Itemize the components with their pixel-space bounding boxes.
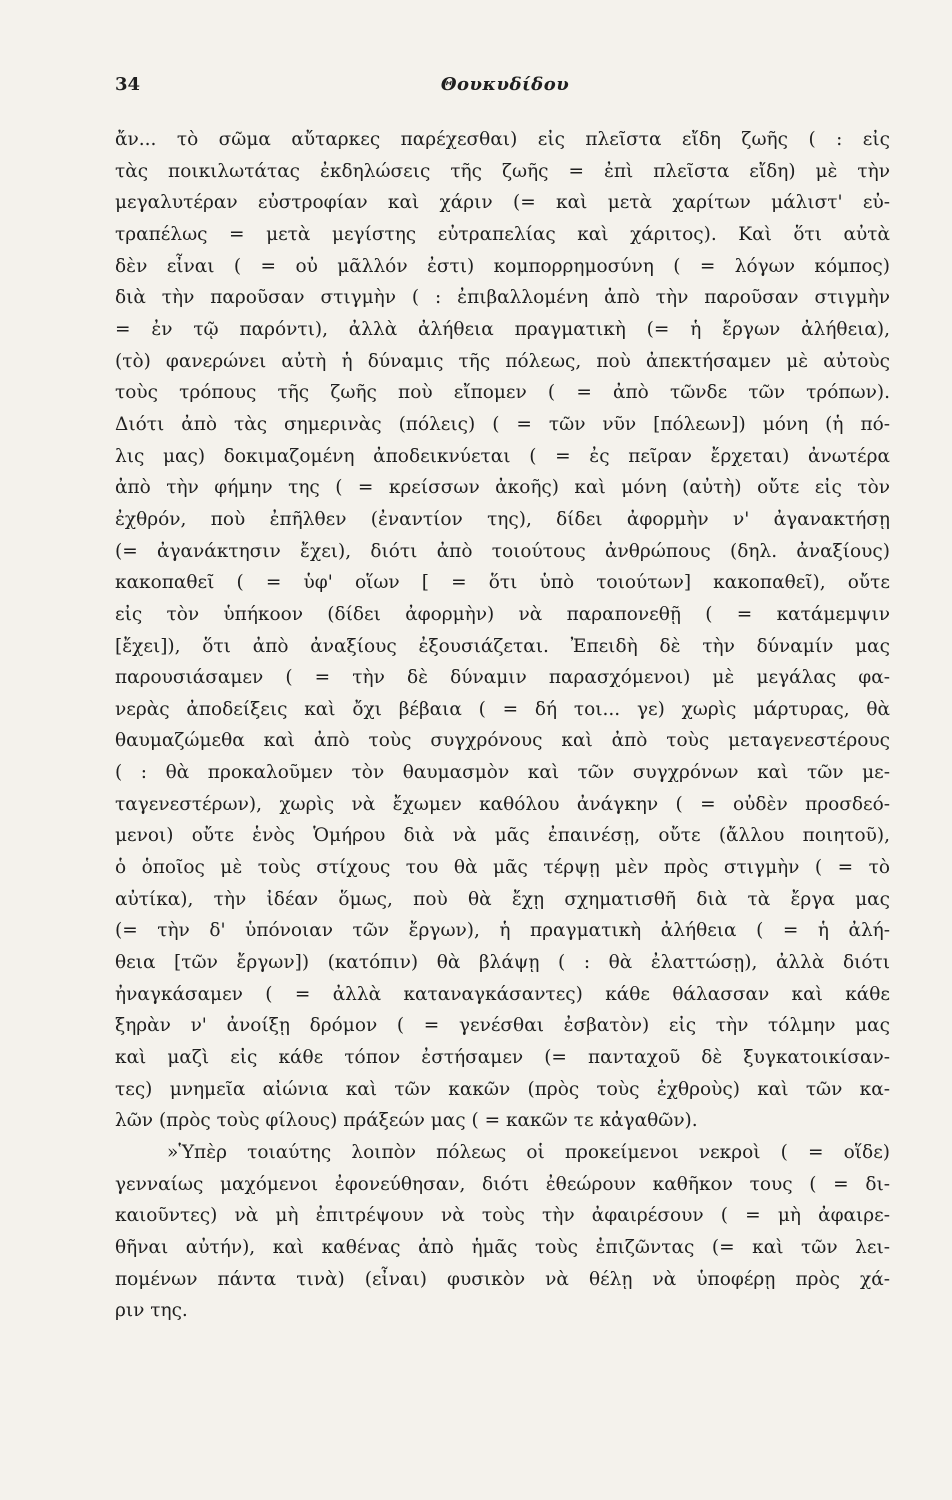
text-line: πομένων πάντα τινὰ) (εἶναι) φυσικὸν νὰ θέλῃ νὰ ὑποφέρῃ πρὸς χά- [115, 1268, 890, 1290]
text-line: ξηρὰν ν' ἀνοίξῃ δρόμον ( = γενέσθαι ἐσβατὸν) εἰς τὴν τόλμην μας [115, 1015, 890, 1037]
text-line: ἄν... τὸ σῶμα αὔταρκες παρέχεσθαι) εἰς πλεῖστα εἴδη ζωῆς ( : εἰς [115, 129, 890, 150]
text-line: κακοπαθεῖ ( = ὑφ' οἵων [ = ὅτι ὑπὸ τοιούτων] κακοπαθεῖ), οὔτε [115, 572, 890, 594]
running-title: Θουκυδίδου [440, 74, 570, 95]
text-line: τραπέλως = μετὰ μεγίστης εὐτραπελίας καὶ χάριτος). Καὶ ὅτι αὐτὰ [115, 223, 890, 245]
page-header [115, 74, 895, 102]
text-line: λῶν (πρὸς τοὺς φίλους) πράξεών μας ( = κακῶν τε κἀγαθῶν). [115, 1110, 698, 1132]
text-line: ὁ ὁποῖος μὲ τοὺς στίχους του θὰ μᾶς τέρψῃ μὲν πρὸς στιγμὴν ( = τὸ [115, 857, 890, 879]
text-line: ἐχθρόν, ποὺ ἐπῆλθεν (ἐναντίον της), δίδει ἀφορμὴν ν' ἀγανακτήσῃ [115, 508, 890, 530]
text-line: παρουσιάσαμεν ( = τὴν δὲ δύναμιν παρασχόμενοι) μὲ μεγάλας φα- [115, 667, 890, 689]
text-line: τες) μνημεῖα αἰώνια καὶ τῶν κακῶν (πρὸς τοὺς ἐχθροὺς) καὶ τῶν κα- [115, 1078, 890, 1100]
text-line: θαυμαζώμεθα καὶ ἀπὸ τοὺς συγχρόνους καὶ ἀπὸ τοὺς μεταγενεστέρους [115, 730, 890, 752]
text-line: (τὸ) φανερώνει αὐτὴ ἡ δύναμις τῆς πόλεως, ποὺ ἀπεκτήσαμεν μὲ αὐτοὺς [115, 350, 890, 372]
text-line: (= τὴν δ' ὑπόνοιαν τῶν ἔργων), ἡ πραγματικὴ ἀλήθεια ( = ἡ ἀλή- [115, 920, 890, 942]
text-line: τοὺς τρόπους τῆς ζωῆς ποὺ εἴπομεν ( = ἀπὸ τῶνδε τῶν τρόπων). [115, 382, 890, 404]
text-line: μενοι) οὔτε ἑνὸς Ὁμήρου διὰ νὰ μᾶς ἐπαινέσῃ, οὔτε (ἄλλου ποιητοῦ), [115, 825, 890, 847]
text-line: ριν της. [115, 1300, 188, 1322]
text-line: [ἔχει]), ὅτι ἀπὸ ἀναξίους ἐξουσιάζεται. Ἐπειδὴ δὲ τὴν δύναμίν μας [115, 635, 890, 657]
text-line: εἰς τὸν ὑπήκοον (δίδει ἀφορμὴν) νὰ παραπονεθῇ ( = κατάμεμψιν [115, 603, 890, 625]
text-line: αὐτίκα), τὴν ἰδέαν ὅμως, ποὺ θὰ ἔχῃ σχηματισθῆ διὰ τὰ ἔργα μας [115, 888, 890, 910]
text-line: καιοῦντες) νὰ μὴ ἐπιτρέψουν νὰ τοὺς τὴν ἀφαιρέσουν ( = μὴ ἀφαιρε- [115, 1205, 890, 1227]
text-line: διὰ τὴν παροῦσαν στιγμὴν ( : ἐπιβαλλομένη ἀπὸ τὴν παροῦσαν στιγμὴν [115, 287, 890, 309]
text-line: ( : θὰ προκαλοῦμεν τὸν θαυμασμὸν καὶ τῶν συγχρόνων καὶ τῶν με- [115, 762, 890, 784]
page-number: 34 [115, 74, 141, 95]
text-line: (= ἀγανάκτησιν ἔχει), διότι ἀπὸ τοιούτους ἀνθρώπους (δηλ. ἀναξίους) [115, 540, 890, 562]
text-line: »Ὑπὲρ τοιαύτης λοιπὸν πόλεως οἱ προκείμενοι νεκροὶ ( = οἵδε) [167, 1142, 890, 1163]
text-line: μεγαλυτέραν εὐστροφίαν καὶ χάριν (= καὶ μετὰ χαρίτων μάλιστ' εὐ- [115, 192, 890, 214]
text-line: θεια [τῶν ἔργων]) (κατόπιν) θὰ βλάψῃ ( : θὰ ἐλαττώσῃ), ἀλλὰ διότι [115, 952, 890, 974]
text-line: λις μας) δοκιμαζομένη ἀποδεικνύεται ( = ἐς πεῖραν ἔρχεται) ἀνωτέρα [115, 445, 890, 467]
text-line: δὲν εἶναι ( = οὐ μᾶλλόν ἐστι) κομπορρημοσύνη ( = λόγων κόμπος) [115, 255, 890, 277]
text-line: θῆναι αὐτήν), καὶ καθένας ἀπὸ ἡμᾶς τοὺς ἐπιζῶντας (= καὶ τῶν λει- [115, 1236, 890, 1258]
text-line: νερὰς ἀποδείξεις καὶ ὄχι βέβαια ( = δή τοι... γε) χωρὶς μάρτυρας, θὰ [115, 698, 890, 720]
text-line: καὶ μαζὶ εἰς κάθε τόπον ἐστήσαμεν (= πανταχοῦ δὲ ξυγκατοικίσαν- [115, 1047, 890, 1069]
text-line: Διότι ἀπὸ τὰς σημερινὰς (πόλεις) ( = τῶν νῦν [πόλεων]) μόνη (ἡ πό- [115, 413, 890, 435]
text-line: ἠναγκάσαμεν ( = ἀλλὰ καταναγκάσαντες) κάθε θάλασσαν καὶ κάθε [115, 983, 890, 1005]
text-line: ταγενεστέρων), χωρὶς νὰ ἔχωμεν καθόλου ἀνάγκην ( = οὐδὲν προσδεό- [115, 793, 890, 815]
text-line: = ἐν τῷ παρόντι), ἀλλὰ ἀλήθεια πραγματικὴ (= ἡ ἔργων ἀλήθεια), [115, 318, 890, 340]
text-line: τὰς ποικιλωτάτας ἐκδηλώσεις τῆς ζωῆς = ἐπὶ πλεῖστα εἴδη) μὲ τὴν [115, 160, 890, 182]
text-line: γενναίως μαχόμενοι ἐφονεύθησαν, διότι ἐθεώρουν καθῆκον τους ( = δι- [115, 1173, 890, 1195]
text-line: ἀπὸ τὴν φήμην της ( = κρείσσων ἀκοῆς) καὶ μόνη (αὐτὴ) οὔτε εἰς τὸν [115, 477, 890, 499]
body-text [115, 124, 890, 1327]
